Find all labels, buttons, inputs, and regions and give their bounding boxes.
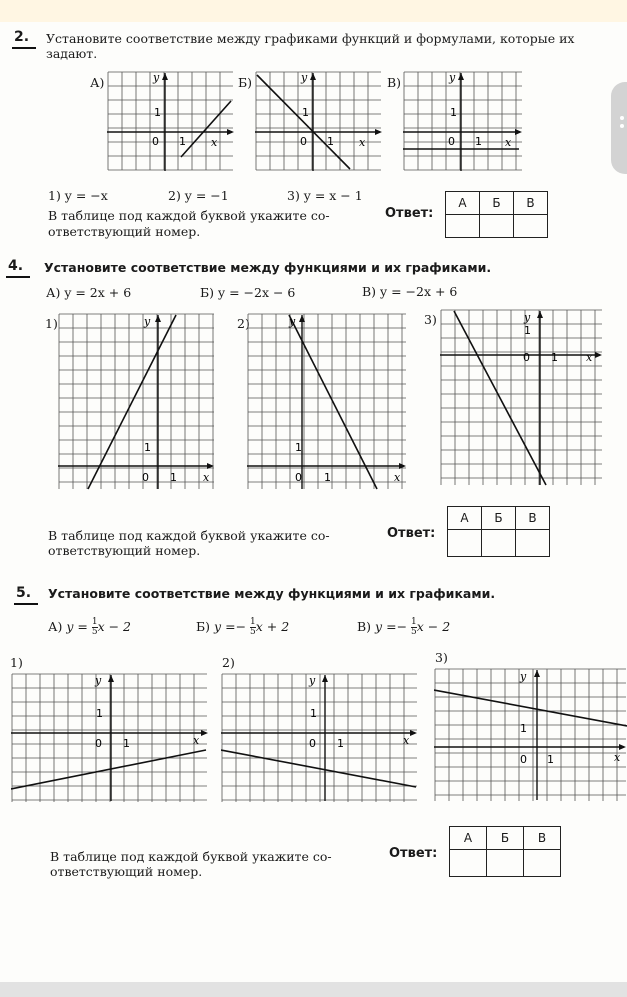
y-one-label: 1 — [450, 106, 457, 119]
task4-number: 4. — [8, 258, 24, 274]
y-label: y — [153, 71, 160, 84]
arrow-icon — [458, 73, 522, 135]
origin-label: 0 — [295, 471, 302, 484]
answer-header-a: А — [448, 507, 482, 530]
task2-number: 2. — [14, 29, 30, 45]
top-strip — [0, 0, 627, 22]
y-one-label: 1 — [520, 722, 527, 735]
origin-label: 0 — [300, 135, 307, 148]
arrow-icon — [322, 675, 417, 736]
x-label: x — [586, 351, 593, 364]
task4-graph-label-2: 2) — [237, 316, 250, 331]
y-one-label: 1 — [154, 106, 161, 119]
y-label: y — [524, 311, 531, 324]
answer-cell-b[interactable] — [480, 215, 514, 238]
arrow-icon — [162, 73, 234, 135]
task4-instruction-line2: ответствующий номер. — [48, 543, 201, 558]
y-label: y — [289, 315, 296, 328]
dots-icon — [620, 116, 624, 120]
task2-graph-v — [403, 71, 523, 171]
task5-answer-table — [449, 826, 561, 877]
y-one-label: 1 — [310, 707, 317, 720]
answer-cell-v[interactable] — [516, 530, 550, 557]
task5-title: Установите соответствие между функциями и их графиками. — [48, 586, 496, 601]
answer-cell-b[interactable] — [482, 530, 516, 557]
task2-formula-2: 2) y = −1 — [168, 188, 229, 203]
graph-line — [257, 75, 350, 169]
origin-label: 0 — [142, 471, 149, 484]
x-label: x — [211, 136, 218, 149]
task4-answer-table — [447, 506, 550, 557]
task5-graph-3 — [434, 668, 627, 802]
task2-graph-label-b: Б) — [238, 75, 253, 90]
answer-header-v: В — [516, 507, 550, 530]
origin-label: 0 — [95, 737, 102, 750]
origin-label: 0 — [520, 753, 527, 766]
y-label: y — [520, 670, 527, 683]
task5-graph-2 — [221, 673, 418, 803]
y-label: y — [95, 674, 102, 687]
answer-cell-b[interactable] — [487, 850, 524, 877]
answer-header-v: В — [514, 192, 548, 215]
x-one-label: 1 — [324, 471, 331, 484]
task5-graph-label-1: 1) — [10, 655, 23, 670]
task2-formula-3: 3) y = x − 1 — [287, 188, 363, 203]
arrow-icon — [537, 311, 602, 358]
task2-graph-a — [107, 71, 234, 171]
task5-answer-label: Ответ: — [389, 846, 438, 861]
answer-cell-v[interactable] — [514, 215, 548, 238]
x-one-label: 1 — [475, 135, 482, 148]
side-menu-handle[interactable] — [611, 82, 627, 174]
arrow-icon — [310, 73, 382, 135]
arrow-icon — [299, 315, 406, 469]
bottom-strip — [0, 982, 627, 997]
answer-header-b: Б — [487, 827, 524, 850]
task2-title-line1: Установите соответствие между графиками функций и формулами, которые их — [46, 31, 575, 46]
x-one-label: 1 — [123, 737, 130, 750]
y-one-label: 1 — [144, 441, 151, 454]
task5-function-b: Б) y =− $\frac{1}{5}$ x + 2 — [196, 617, 290, 637]
x-one-label: 1 — [547, 753, 554, 766]
task4-graph-label-3: 3) — [424, 312, 437, 327]
y-label: y — [309, 674, 316, 687]
task5-graph-1 — [11, 673, 208, 803]
x-label: x — [359, 136, 366, 149]
x-one-label: 1 — [179, 135, 186, 148]
task2-graph-b — [255, 71, 382, 171]
task4-graph-2 — [247, 313, 407, 490]
y-one-label: 1 — [524, 324, 531, 337]
x-one-label: 1 — [337, 737, 344, 750]
task2-formula-1: 1) y = −x — [48, 188, 108, 203]
y-label: y — [144, 315, 151, 328]
answer-header-b: Б — [482, 507, 516, 530]
task5-graph-label-2: 2) — [222, 655, 235, 670]
answer-header-a: А — [450, 827, 487, 850]
task2-answer-label: Ответ: — [385, 206, 434, 221]
task5-function-a: А) y = $\frac{1}{5}$ x − 2 — [48, 617, 131, 637]
answer-cell-a[interactable] — [450, 850, 487, 877]
task4-title: Установите соответствие между функциями и их графиками. — [44, 260, 492, 275]
graph-line — [454, 311, 546, 485]
origin-label: 0 — [152, 135, 159, 148]
task2-instruction-line1: В таблице под каждой буквой укажите со- — [48, 208, 330, 223]
x-label: x — [505, 136, 512, 149]
task5-number: 5. — [16, 585, 32, 601]
answer-cell-a[interactable] — [448, 530, 482, 557]
y-one-label: 1 — [302, 106, 309, 119]
x-one-label: 1 — [551, 351, 558, 364]
answer-header-b: Б — [480, 192, 514, 215]
origin-label: 0 — [309, 737, 316, 750]
task5-graph-label-3: 3) — [435, 650, 448, 665]
x-label: x — [394, 471, 401, 484]
x-label: x — [614, 751, 621, 764]
origin-label: 0 — [448, 135, 455, 148]
task2-title-line2: задают. — [46, 46, 98, 61]
y-one-label: 1 — [295, 441, 302, 454]
y-label: y — [301, 71, 308, 84]
answer-header-v: В — [524, 827, 561, 850]
task4-instruction-line1: В таблице под каждой буквой укажите со- — [48, 528, 330, 543]
task4-function-a: А) y = 2x + 6 — [46, 285, 132, 300]
x-one-label: 1 — [170, 471, 177, 484]
task5-function-v: В) y =− $\frac{1}{5}$ x − 2 — [357, 617, 451, 637]
task5-instruction-line2: ответствующий номер. — [50, 864, 203, 879]
answer-cell-v[interactable] — [524, 850, 561, 877]
task4-graph-3 — [440, 309, 603, 486]
x-one-label: 1 — [327, 135, 334, 148]
task2-graph-label-a: А) — [90, 75, 105, 90]
x-label: x — [403, 734, 410, 747]
x-label: x — [203, 471, 210, 484]
task4-function-b: Б) y = −2x − 6 — [200, 285, 296, 300]
task4-graph-label-1: 1) — [45, 316, 58, 331]
task4-function-v: В) y = −2x + 6 — [362, 284, 458, 299]
task2-answer-table — [445, 191, 548, 238]
y-one-label: 1 — [96, 707, 103, 720]
arrow-icon — [108, 675, 208, 736]
y-label: y — [449, 71, 456, 84]
task5-instruction-line1: В таблице под каждой буквой укажите со- — [50, 849, 332, 864]
origin-label: 0 — [523, 351, 530, 364]
x-label: x — [193, 734, 200, 747]
task4-graph-1 — [58, 313, 215, 490]
task2-graph-label-v: В) — [387, 75, 402, 90]
arrow-icon — [534, 670, 626, 750]
answer-header-a: А — [446, 192, 480, 215]
answer-cell-a[interactable] — [446, 215, 480, 238]
task4-answer-label: Ответ: — [387, 526, 436, 541]
task2-instruction-line2: ответствующий номер. — [48, 224, 201, 239]
